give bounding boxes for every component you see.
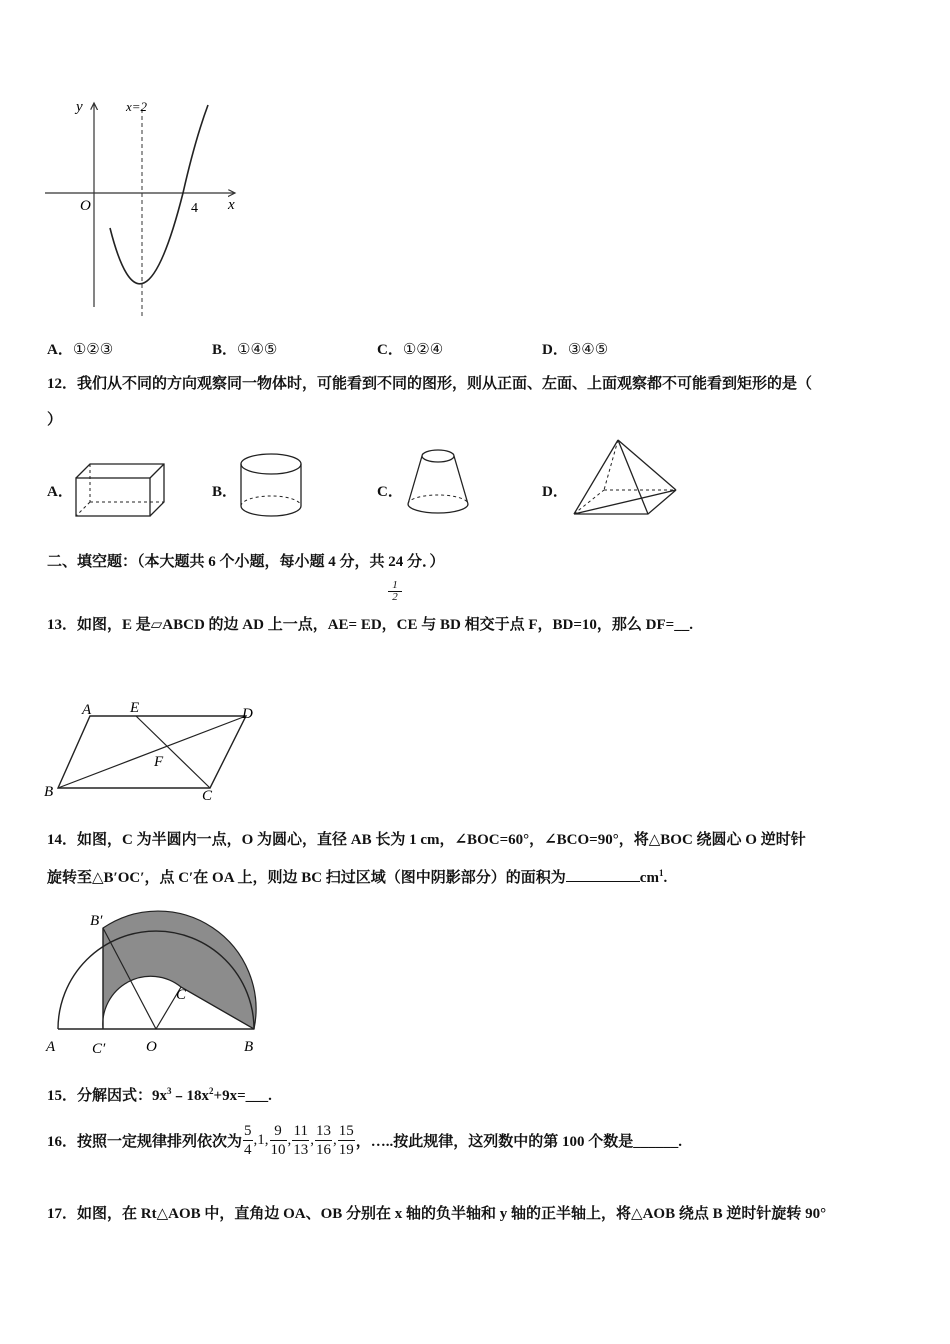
q16-text: 16．按照一定规律排列依次为 $\frac{5}{4}$ , 1 , $\frac{9}{10}$ , $\frac{11}{13}$ , $\frac{13}{16}$ , $\frac{15}{19}$ ，…..按此规律，这列数中的第 100 个数是______. <box>47 1122 683 1158</box>
q12-option-d-label: D． <box>542 484 568 500</box>
q12-line1: 12．我们从不同的方向观察同一物体时，可能看到不同的图形，则从正面、左面、上面观察都不可能看到矩形的是（ <box>47 376 813 392</box>
q13-label-f: F <box>154 754 164 770</box>
q16-term-2: 1 <box>257 1131 265 1148</box>
x-axis-label: x <box>228 197 235 213</box>
q15-text: 15．分解因式：$9x^3﹣18x^2+9x=\_\_\_$. <box>47 1086 272 1104</box>
parallelogram-figure <box>40 696 265 806</box>
shaded-region <box>103 911 256 1029</box>
q12-option-a-label: A． <box>47 484 73 500</box>
section-2-heading: 二、填空题：（本大题共 6 个小题，每小题 4 分，共 24 分．） <box>47 554 445 570</box>
q14-answer-blank[interactable] <box>566 867 640 882</box>
q11-option-b: B．①④⑤ <box>212 342 278 358</box>
cuboid-figure <box>72 460 172 522</box>
q13-label-c: C <box>202 788 213 804</box>
vline-label: x=2 <box>126 99 148 114</box>
pyramid-figure <box>570 436 682 520</box>
parabola-curve <box>110 105 208 284</box>
q13-fraction: 1 2 <box>388 580 402 603</box>
y-axis-label: y <box>76 99 83 115</box>
q16-term-6: $\frac{15}{19}$ <box>338 1122 354 1158</box>
x-marker-label: 4 <box>191 201 198 216</box>
q16-term-3: $\frac{9}{10}$ <box>270 1122 286 1158</box>
q11-option-a: A．①②③ <box>47 342 114 358</box>
q12-option-c-label: C． <box>377 484 403 500</box>
q13-label-e: E <box>130 700 140 716</box>
q13-label-a: A <box>82 702 92 718</box>
q13-label-b: B <box>44 784 54 800</box>
q14-label-a: A <box>46 1039 56 1055</box>
q14-label-c-prime: C′ <box>92 1041 106 1057</box>
q13-label-d: D <box>242 706 253 722</box>
q17-text: 17．如图，在 Rt△AOB 中，直角边 OA、OB 分别在 x 轴的负半轴和 y 轴的正半轴上，将△AOB 绕点 B 逆时针旋转 90° <box>47 1206 827 1222</box>
q14-label-b: B <box>244 1039 254 1055</box>
q14-label-b-prime: B′ <box>90 913 103 929</box>
q12-line2: ） <box>47 412 63 428</box>
q11-option-d: D．③④⑤ <box>542 342 609 358</box>
q16-term-5: $\frac{13}{16}$ <box>316 1122 332 1158</box>
q14-line1: 14．如图，C 为半圆内一点，O 为圆心，直径 AB 长为 1 cm，∠BOC=60°，∠BCO=90°，将△BOC 绕圆心 O 逆时针 <box>47 832 806 848</box>
origin-label: O <box>80 198 91 214</box>
semicircle-figure <box>40 905 270 1065</box>
q14-label-c: C <box>176 987 187 1003</box>
q13-text: 13．如图，E 是▱ABCD 的边 AD 上一点，AE= ED，CE 与 BD 相交于点 F，BD=10，那么 DF=__. <box>47 617 693 633</box>
q16-term-1: $\frac{5}{4}$ <box>244 1122 252 1158</box>
q12-option-b-label: B． <box>212 484 238 500</box>
q11-option-c: C．①②④ <box>377 342 444 358</box>
parabola-graph <box>40 95 250 320</box>
cylinder-figure <box>236 450 308 522</box>
q16-term-4: $\frac{11}{13}$ <box>293 1122 309 1158</box>
q14-label-o: O <box>146 1039 157 1055</box>
q14-line2: 旋转至△B′OC′，点 C′在 OA 上，则边 BC 扫过区域（图中阴影部分）的面积为 $cm^1$. <box>47 868 668 886</box>
frustum-figure <box>402 446 476 522</box>
